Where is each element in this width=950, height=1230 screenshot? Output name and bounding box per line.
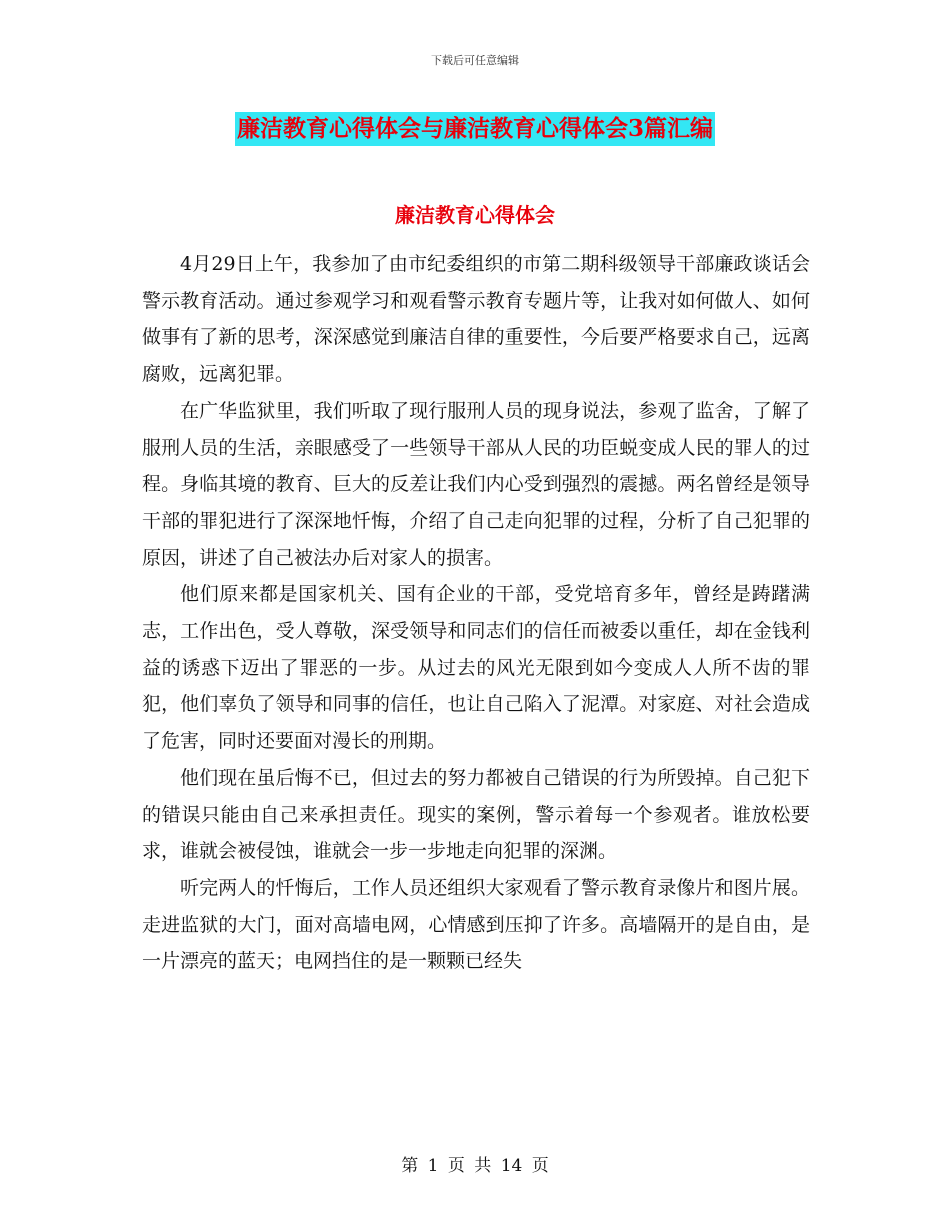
document-title-container <box>0 112 950 146</box>
paragraph: 他们原来都是国家机关、国有企业的干部，受党培育多年，曾经是踌躇满志，工作出色，受人尊敬，深受领导和同志们的信任而被委以重任，却在金钱利益的诱惑下迈出了罪恶的一步。从过去的风光无限到如今变成人人所不齿的罪犯，他们辜负了领导和同事的信任，也让自己陷入了泥潭。对家庭、对社会造成了危害，同时还要面对漫长的刑期。 <box>142 583 810 753</box>
paragraph: 他们现在虽后悔不已，但过去的努力都被自己错误的行为所毁掉。自己犯下的错误只能由自己来承担责任。现实的案例，警示着每一个参观者。谁放松要求，谁就会被侵蚀，谁就会一步一步地走向犯罪的深渊。 <box>142 766 810 863</box>
document-title: 廉洁教育心得体会与廉洁教育心得体会3篇汇编 <box>235 112 715 146</box>
paragraph: 在广华监狱里，我们听取了现行服刑人员的现身说法，参观了监舍，了解了服刑人员的生活，亲眼感受了一些领导干部从人民的功臣蜕变成人民的罪人的过程。身临其境的教育、巨大的反差让我们内心受到强烈的震撼。两名曾经是领导干部的罪犯进行了深深地忏悔，介绍了自己走向犯罪的过程，分析了自己犯罪的原因，讲述了自己被法办后对家人的损害。 <box>142 399 810 569</box>
page-header-note: 下载后可任意编辑 <box>431 54 519 67</box>
page-number: 第 1 页 共 14 页 <box>401 1156 549 1176</box>
section-title: 廉洁教育心得体会 <box>395 203 555 227</box>
paragraph: 听完两人的忏悔后，工作人员还组织大家观看了警示教育录像片和图片展。走进监狱的大门，面对高墙电网，心情感到压抑了许多。高墙隔开的是自由，是一片漂亮的蓝天；电网挡住的是一颗颗已经失 <box>142 876 810 973</box>
document-body <box>142 246 810 980</box>
paragraph: 4月29日上午，我参加了由市纪委组织的市第二期科级领导干部廉政谈话会警示教育活动。通过参观学习和观看警示教育专题片等，让我对如何做人、如何做事有了新的思考，深深感觉到廉洁自律的重要性，今后要严格要求自己，远离腐败，远离犯罪。 <box>142 253 810 386</box>
